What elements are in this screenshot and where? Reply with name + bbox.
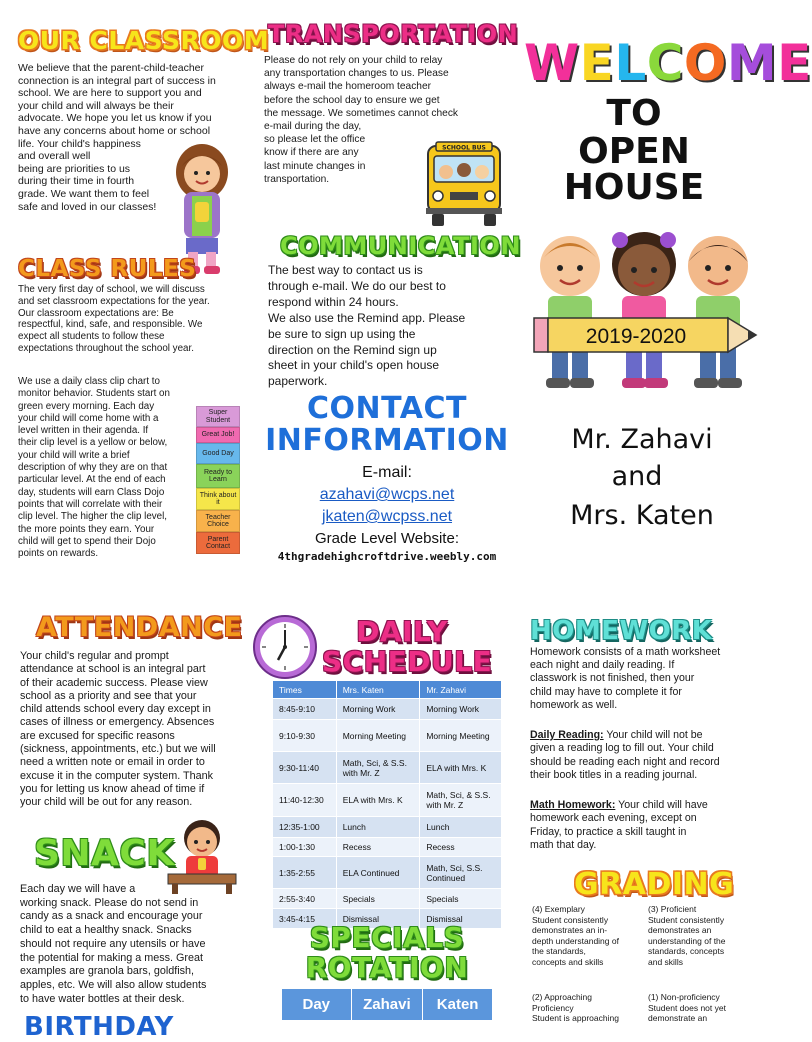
text-line: to have water bottles at their desk. — [20, 992, 185, 1005]
text-line: Your child's regular and prompt — [20, 650, 169, 662]
text-line: connection is an integral part of success in — [18, 74, 216, 87]
text-line: working snack. Please do not send in — [20, 896, 199, 909]
welcome-open: OPEN — [578, 131, 690, 172]
text-line: green every morning. Each day — [18, 400, 155, 412]
text-line: The best way to contact us is — [268, 263, 423, 277]
welcome-title — [524, 34, 812, 92]
text-line: need a written note or email in order to — [20, 756, 205, 769]
text-line: depth understanding of — [532, 935, 619, 946]
teacher-name-1: Mr. Zahavi — [571, 424, 713, 455]
class-rules-para2 — [18, 376, 198, 560]
snack-title: SNACK — [34, 833, 175, 874]
email1-row — [262, 486, 512, 504]
text-line: sheet in your child's open house — [268, 358, 440, 373]
text-line: being are priorities to us — [18, 162, 131, 175]
table-row — [273, 699, 502, 720]
text-line: Proficiency — [532, 1002, 574, 1013]
text-line: monitor behavior. Students start on — [18, 388, 170, 400]
table-cell: Math, Sci, & S.S. with Mr. Z — [336, 752, 420, 784]
specials-table — [281, 988, 493, 1021]
welcome-letter: E — [777, 34, 812, 92]
column-header: Times — [273, 681, 337, 699]
text-line: We use a daily class clip chart to — [18, 376, 160, 387]
email-label: E-mail: — [362, 464, 412, 481]
text-line: paperwork. — [268, 374, 328, 389]
text-line: Please do not rely on your child to relay — [264, 55, 443, 66]
text-line: life. Your child's happiness — [18, 137, 141, 150]
text-line: last minute changes in — [264, 160, 366, 172]
text-line: have any concerns about home or school — [18, 124, 211, 137]
text-line: standards, concepts — [648, 946, 725, 956]
text-line: school. We are here to support you and — [18, 87, 202, 100]
text-line: school as a priority and see that your — [20, 689, 197, 702]
contact-title-line1: CONTACT — [307, 391, 467, 426]
text-line: Your child will have — [615, 799, 708, 811]
text-line: child to eat a healthy snack. Snacks — [20, 924, 192, 937]
welcome-letter: E — [579, 34, 615, 92]
clock-icon — [252, 614, 318, 680]
clip-chart-ready-to-learn: Ready to Learn — [196, 464, 240, 488]
table-cell: Lunch — [336, 817, 420, 838]
table-cell: Morning Work — [336, 699, 420, 720]
text-line: concepts and skills — [532, 956, 604, 967]
table-cell: ELA Continued — [336, 857, 420, 889]
text-line: The very first day of school, we will discuss — [18, 284, 205, 295]
class-rules-para1 — [18, 284, 254, 355]
table-cell: 9:10-9:30 — [273, 720, 337, 752]
clip-chart-parent-contact: Parent Contact — [196, 532, 240, 554]
text-line: (sickness, appointments, etc.) but we will — [20, 743, 216, 756]
text-line: the message. We sometimes cannot check — [264, 107, 459, 119]
text-line: expect all students to follow these — [18, 331, 165, 343]
birthday-title-clip — [24, 1012, 184, 1042]
welcome-house: HOUSE — [563, 167, 705, 208]
daily-schedule-title-line1: DAILY — [356, 615, 448, 648]
text-line: be sure to sign up using the — [268, 326, 416, 341]
text-line: child may have to complete it for — [530, 685, 682, 698]
column-header: Day — [282, 989, 352, 1021]
teacher-name-2: Mrs. Katen — [570, 500, 714, 531]
table-row — [273, 838, 502, 857]
text-line: and overall well — [18, 150, 91, 163]
table-cell: Math, Sci, S.S. Continued — [420, 857, 502, 889]
text-line: excuse it in the computer system. Thank — [20, 769, 214, 782]
table-cell: 8:45-9:10 — [273, 699, 337, 720]
bus-sign-text: SCHOOL BUS — [442, 144, 486, 152]
table-cell: ELA with Mrs. K — [420, 752, 502, 784]
email2-row — [262, 508, 512, 526]
grade-1-non-proficiency — [648, 992, 766, 1024]
table-cell: Math, Sci, & S.S. with Mr. Z — [420, 784, 502, 817]
text-line: clip level. The higher the clip level, — [18, 511, 168, 523]
column-header: Mrs. Katen — [336, 681, 420, 699]
year-label: 2019-2020 — [585, 325, 687, 348]
text-line: Our classroom expectations are: Be — [18, 307, 174, 319]
website-label: Grade Level Website: — [315, 530, 459, 547]
homework-intro — [530, 646, 766, 712]
table-cell: Morning Meeting — [336, 720, 420, 752]
daily-schedule-title-line2: SCHEDULE — [322, 645, 493, 678]
text-line: Your child will not be — [603, 729, 703, 741]
table-cell: Specials — [336, 889, 420, 909]
table-cell: Lunch — [420, 817, 502, 838]
text-line: each night and daily reading. If — [530, 659, 675, 672]
school-bus-illustration — [424, 140, 504, 230]
transportation-title: TRANSPORTATION — [268, 20, 519, 48]
clip-chart-super-student: Super Student — [196, 406, 240, 427]
table-cell: Specials — [420, 889, 502, 909]
text-line: demonstrates an — [648, 925, 712, 935]
text-line: of their academic success. Please view — [20, 676, 208, 689]
text-line: your child will be out for any reason. — [20, 796, 193, 809]
table-cell: 9:30-11:40 — [273, 752, 337, 784]
text-line: transportation. — [264, 173, 330, 185]
text-line: during their time in fourth — [18, 175, 135, 188]
specials-title-line1: SPECIALS — [309, 921, 465, 954]
text-line: points on rewards. — [18, 548, 99, 560]
welcome-letter: W — [524, 34, 580, 92]
homework-title: HOMEWORK — [530, 616, 713, 646]
table-header-row — [282, 989, 493, 1021]
text-line: safe and loved in our classes! — [18, 200, 157, 213]
text-line: candy as a snack and encourage your — [20, 910, 203, 923]
welcome-to: TO — [606, 93, 662, 134]
text-line: should not require any utensils or have — [20, 937, 206, 950]
welcome-letter: L — [614, 34, 647, 92]
communication-title: COMMUNICATION — [280, 232, 521, 260]
daily-schedule-table — [272, 680, 502, 929]
text-line: know if there are any — [264, 147, 359, 159]
text-line: respectful, kind, safe, and responsible. We — [18, 319, 203, 331]
website-link[interactable]: 4thgradehighcroftdrive.weebly.com — [277, 550, 497, 563]
text-line: examples are granola bars, goldfish, — [20, 965, 195, 978]
text-line: the standards, — [532, 946, 586, 956]
attendance-text — [20, 650, 252, 810]
text-line: expectations throughout the school year. — [18, 342, 194, 354]
text-line: grade. We want them to feel — [18, 187, 150, 200]
text-line: their clip level is a yellow or below, — [18, 437, 168, 449]
text-line: We also use the Remind app. Please — [268, 310, 466, 325]
text-line: Homework consists of a math worksheet — [530, 646, 721, 658]
kids-pencil-illustration — [528, 224, 760, 400]
clip-chart-think-about-it: Think about it — [196, 488, 240, 510]
table-row — [273, 817, 502, 838]
text-line: the potential for making a mess. Great — [20, 951, 204, 964]
text-line: child attends school every day except in — [20, 703, 211, 716]
contact-title-line2: INFORMATION — [265, 423, 509, 458]
grade-2-approaching — [532, 992, 642, 1024]
text-line: demonstrate an — [648, 1013, 708, 1023]
text-line: (2) Approaching — [532, 992, 593, 1002]
text-line: level written in their agenda. If — [18, 425, 149, 437]
text-line: always e-mail the homeroom teacher — [264, 81, 432, 93]
text-line: your child will come home with a — [18, 412, 159, 424]
grade-3-proficient — [648, 904, 766, 967]
table-cell: 1:00-1:30 — [273, 838, 337, 857]
text-line: Student does not yet — [648, 1002, 726, 1013]
text-line: before the school day to ensure we get — [264, 94, 440, 106]
welcome-letter: O — [683, 34, 727, 92]
text-line: (4) Exemplary — [532, 904, 585, 914]
table-cell: 1:35-2:55 — [273, 857, 337, 889]
text-line: attendance at school is an integral part — [20, 663, 206, 676]
text-line: classwork is not finished, then your — [530, 672, 695, 685]
specials-title-line2: ROTATION — [305, 951, 469, 984]
welcome-letter: C — [646, 34, 684, 92]
welcome-letter: M — [726, 34, 778, 92]
text-line: Student is approaching — [532, 1013, 619, 1023]
text-line: advocate. We hope you let us know if you — [18, 112, 212, 125]
table-cell: Recess — [420, 838, 502, 857]
text-line: points that will correlate with their — [18, 498, 163, 510]
math-homework-label: Math Homework: — [530, 799, 616, 811]
text-line: day, students will earn Class Dojo — [18, 486, 165, 498]
our-classroom-title: OUR CLASSROOM — [18, 26, 270, 55]
class-rules-title: CLASS RULES — [18, 256, 197, 282]
text-line: homework each evening, except on — [530, 812, 697, 825]
clip-chart-good-day: Good Day — [196, 443, 240, 464]
attendance-title: ATTENDANCE — [36, 612, 243, 643]
text-line: given a reading log to fill out. Your child — [530, 742, 714, 755]
text-line: child will get to spend their Dojo — [18, 535, 156, 547]
birthday-title: BIRTHDAY — [24, 1012, 174, 1042]
table-cell: Dismissal — [420, 909, 502, 929]
text-line: Student consistently — [532, 914, 609, 925]
text-line: math that day. — [530, 839, 597, 852]
text-line: you for letting us know ahead of time if — [20, 782, 205, 795]
table-row — [273, 720, 502, 752]
text-line: your child will write a brief — [18, 449, 130, 461]
table-header-row — [273, 681, 502, 699]
text-line: direction on the Remind sign up — [268, 342, 437, 357]
and-text: and — [611, 461, 663, 492]
clip-chart-great-job: Great Job! — [196, 427, 240, 443]
text-line: should be reading each night and record — [530, 755, 720, 768]
table-row — [273, 857, 502, 889]
text-line: Friday, to practice a skill taught in — [530, 825, 687, 838]
text-line: (1) Non-proficiency — [648, 992, 720, 1002]
text-line: through e-mail. We do our best to — [268, 278, 446, 293]
text-line: Each day we will have a — [20, 883, 136, 895]
text-line: understanding of the — [648, 935, 726, 946]
grade-4-exemplary — [532, 904, 642, 967]
text-line: are excused for specific reasons — [20, 729, 175, 742]
clip-chart-teacher-choice: Teacher Choice — [196, 510, 240, 532]
text-line: (3) Proficient — [648, 904, 697, 914]
column-header: Katen — [423, 989, 493, 1021]
text-line: so please let the office — [264, 134, 366, 146]
text-line: demonstrates an in- — [532, 925, 608, 935]
text-line: and skills — [648, 956, 683, 967]
table-cell: 3:45-4:15 — [273, 909, 337, 929]
homework-math — [530, 799, 766, 853]
table-row — [273, 752, 502, 784]
homework-reading — [530, 729, 766, 783]
text-line: Student consistently — [648, 914, 725, 925]
email-link-katen[interactable]: jkaten@wcpss.net — [321, 508, 453, 525]
snack-text — [20, 883, 252, 1006]
table-cell: Dismissal — [336, 909, 420, 929]
table-cell: ELA with Mrs. K — [336, 784, 420, 817]
column-header: Mr. Zahavi — [420, 681, 502, 699]
text-line: apples, etc. We will also allow students — [20, 978, 207, 991]
text-line: and set classroom expectations for the year. — [18, 295, 210, 307]
column-header: Zahavi — [351, 989, 423, 1021]
text-line: any transportation changes to us. Please — [264, 68, 449, 80]
text-line: description of why they are on that — [18, 462, 168, 474]
communication-text — [268, 263, 508, 390]
text-line: e-mail during the day, — [264, 121, 362, 133]
table-cell: 12:35-1:00 — [273, 817, 337, 838]
daily-reading-label: Daily Reading: — [530, 729, 604, 741]
table-cell: 2:55-3:40 — [273, 889, 337, 909]
text-line: your child and will always be their — [18, 99, 174, 112]
text-line: their book titles in a reading journal. — [530, 769, 698, 782]
email-link-zahavi[interactable]: azahavi@wcps.net — [319, 486, 455, 503]
table-cell: Morning Meeting — [420, 720, 502, 752]
text-line: cases of illness or emergency. Absences — [20, 716, 215, 729]
table-row — [273, 889, 502, 909]
text-line: respond within 24 hours. — [268, 294, 399, 309]
table-cell: 11:40-12:30 — [273, 784, 337, 817]
table-cell: Morning Work — [420, 699, 502, 720]
grading-title: GRADING — [574, 867, 735, 902]
text-line: the more points they earn. Your — [18, 523, 155, 535]
table-row — [273, 784, 502, 817]
text-line: homework as well. — [530, 698, 618, 711]
text-line: particular level. At the end of each — [18, 474, 166, 486]
text-line: We believe that the parent-child-teacher — [18, 62, 204, 74]
table-cell: Recess — [336, 838, 420, 857]
